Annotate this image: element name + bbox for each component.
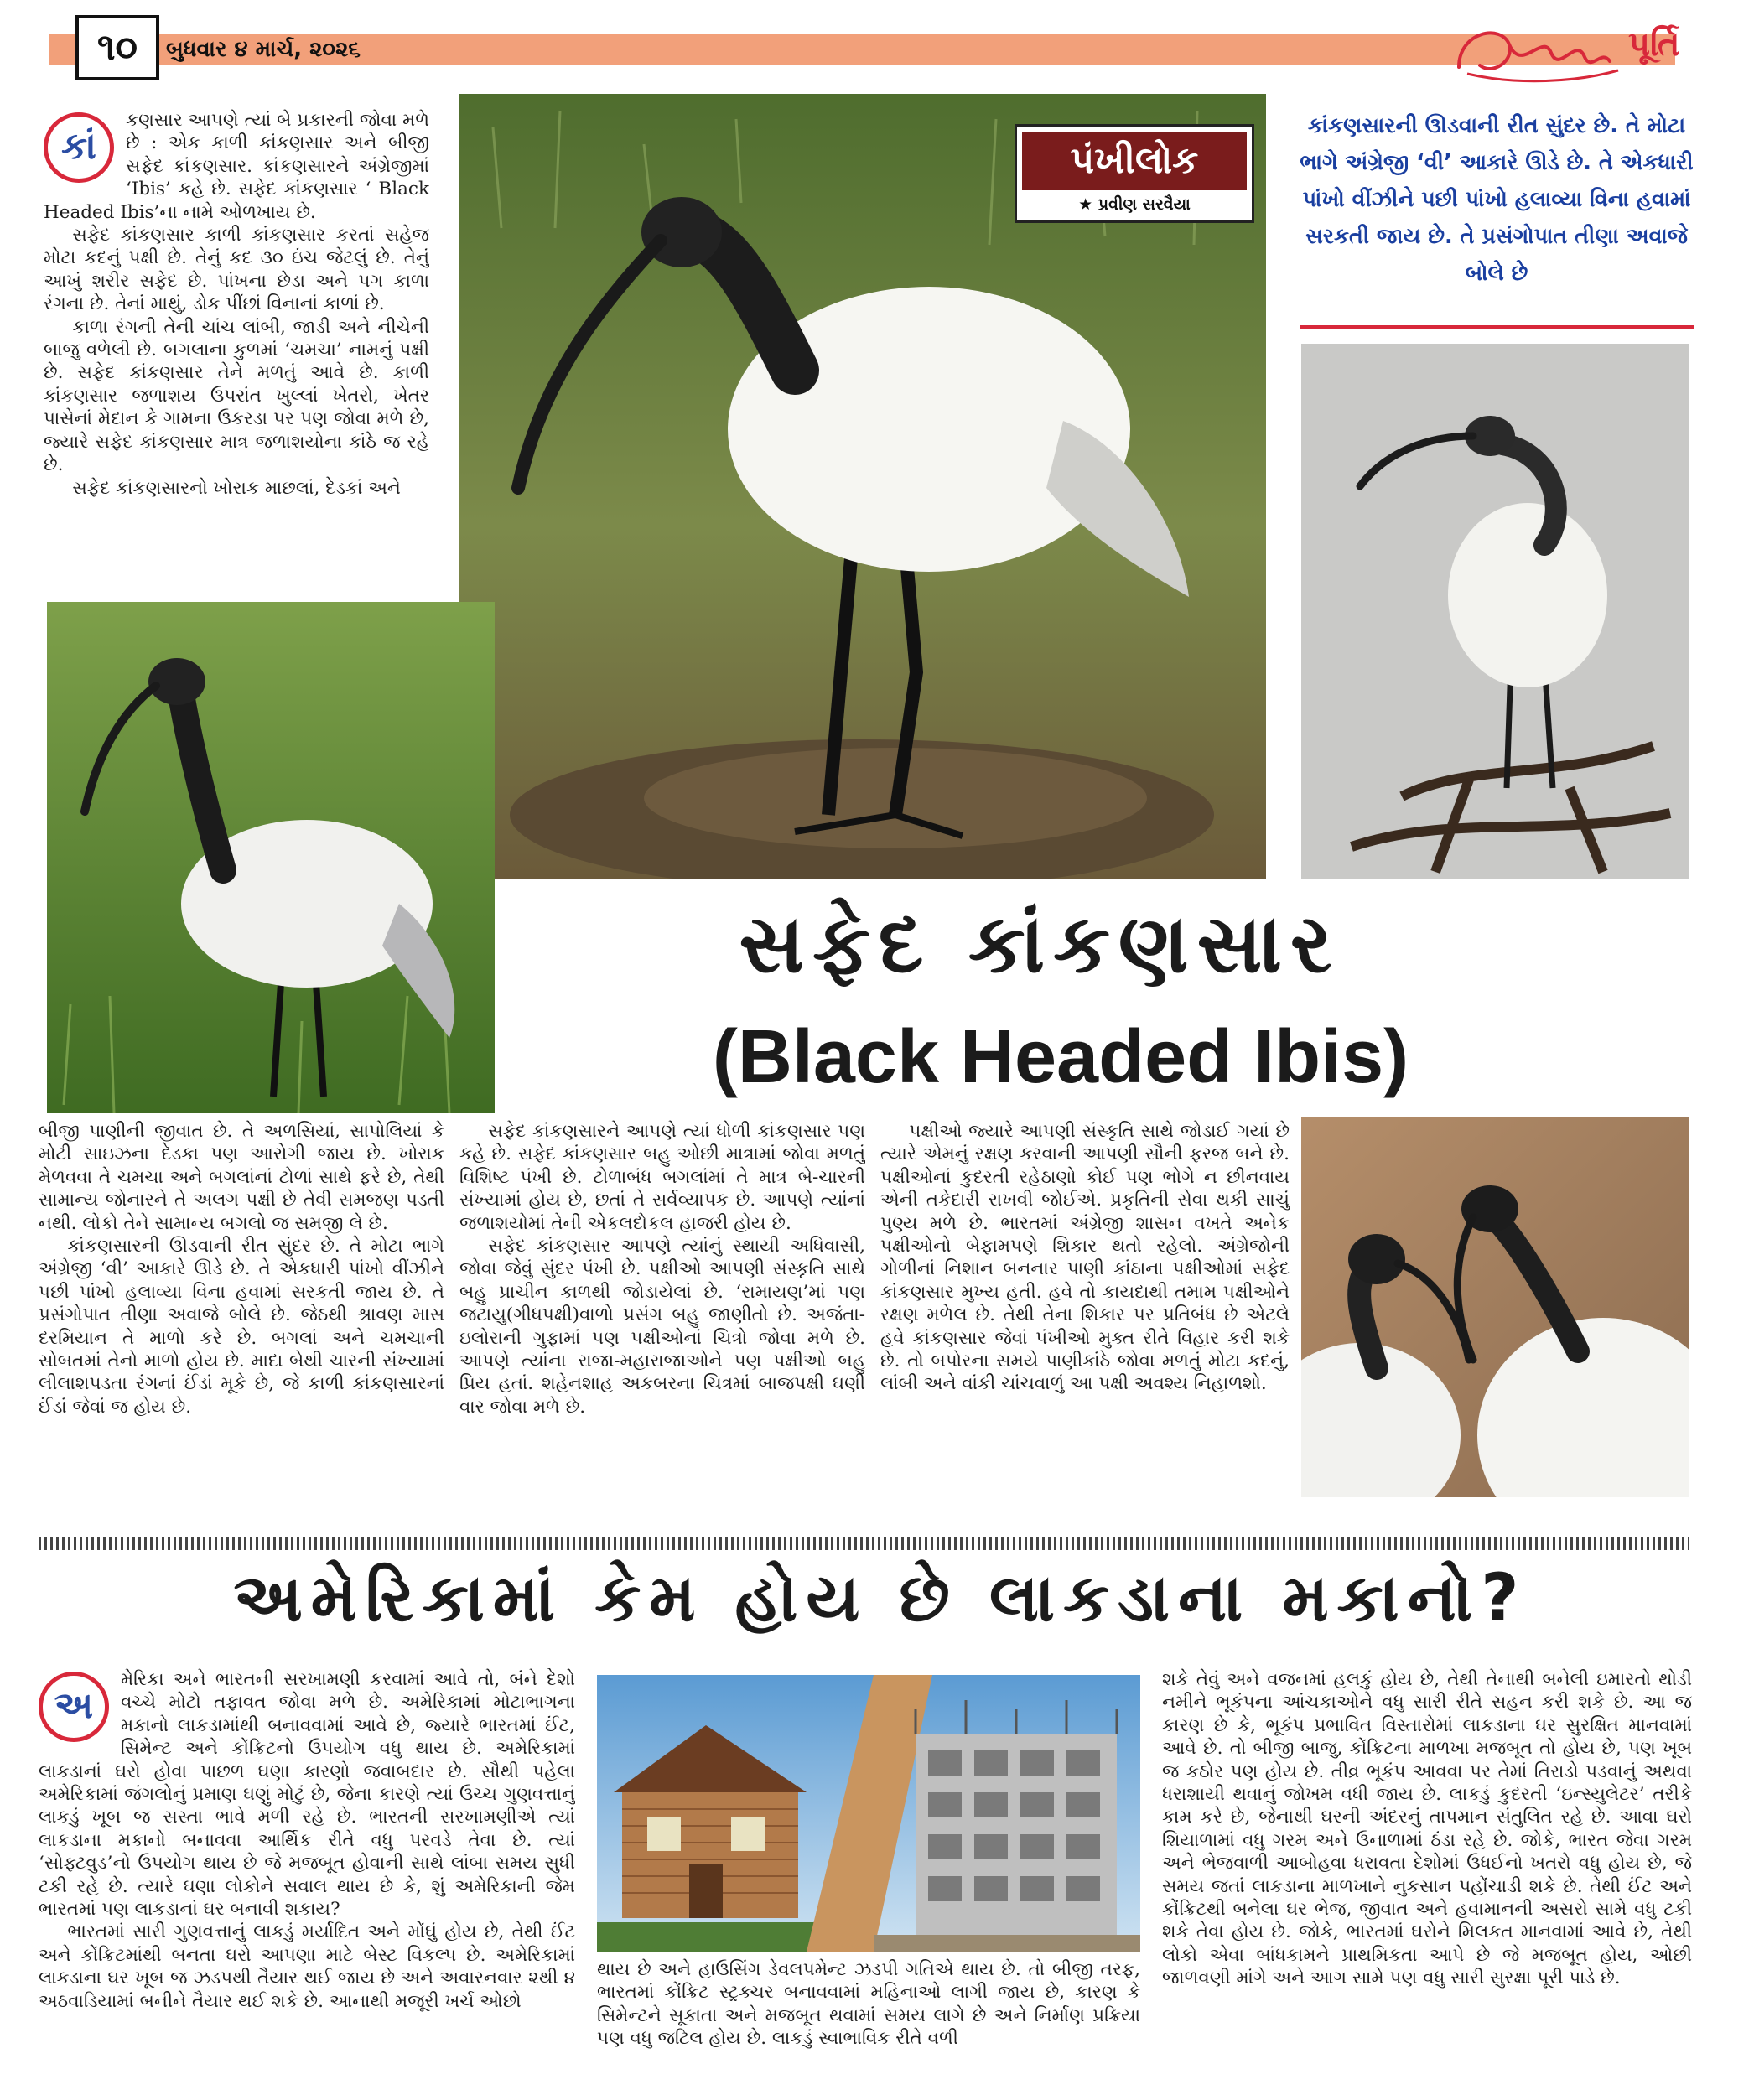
column-badge-title: પંખીલોક bbox=[1022, 132, 1247, 190]
article2-column-3 bbox=[1162, 1668, 1692, 2092]
column-badge bbox=[1015, 124, 1254, 223]
section-divider bbox=[39, 1537, 1689, 1550]
paragraph: ભારતમાં સારી ગુણવત્તાનું લાકડું મર્યાદિત અને મોંઘું હોય છે, તેથી ઈંટ અને કોંક્રિટમાંથી બનતા ઘરો આપણા માટે બેસ્ટ વિકલ્પ છે. અમેરિકામાં લાકડાના ઘર ખૂબ જ ઝડપથી તૈયાર થઈ જાય છે અને અવારનવાર ૨થી ૪ અઠવાડિયામાં બનીને તૈયાર થઈ શકે છે. આનાથી મજૂરી ખર્ચ ઓછો bbox=[39, 1921, 575, 2012]
article1-title-english: (Black Headed Ibis) bbox=[712, 1015, 1409, 1099]
paragraph: બીજી પાણીની જીવાત છે. તે અળસિયાં, સાપોલિયાં કે મોટી સાઇઝના દેડકા પણ આરોગી જાય છે. ખોરાક મેળવવા તે ચમચા અને બગલાંનાં ટોળાં સાથે ફરે છે, તેથી સામાન્ય જોનારને તે અલગ પક્ષી છે તેવી સમજણ પડતી નથી. લોકો તેને સામાન્ય બગલો જ સમજી લે છે. bbox=[39, 1121, 444, 1234]
article2-column-2 bbox=[597, 1958, 1140, 2092]
article1-title-gujarati: સફેદ કાંકણસાર bbox=[739, 897, 1341, 991]
paragraph: પક્ષીઓ જ્યારે આપણી સંસ્કૃતિ સાથે જોડાઈ ગયાં છે ત્યારે એમનું રક્ષણ કરવાની આપણી સૌની ફરજ બને છે. પક્ષીઓનાં કુદરતી રહેઠાણો કોઈ પણ ભોગે ન છીનવાય એની તકેદારી રાખવી જોઈએ. પ્રકૃતિની સેવા થકી સાચું પુણ્ય મળે છે. ભારતમાં અંગ્રેજી શાસન વખતે અનેક પક્ષીઓનો બેફામપણે શિકાર થતો રહેલો. અંગ્રેજોની ગોળીનાં નિશાન બનનાર પાણી કાંઠાના પક્ષીઓમાં સફેદ કાંકણસાર મુખ્ય હતી. હવે તો કાયદાથી તમામ પક્ષીઓને રક્ષણ મળેલ છે. તેથી તેના શિકાર પર પ્રતિબંધ છે એટલે હવે કાંકણસાર જેવાં પંખીઓ મુક્ત રીતે વિહાર કરી શકે છે. તો બપોરના સમયે પાણીકાંઠે જોવા મળતું મોટા કદનું, લાંબી અને વાંકી ચાંચવાળું આ પક્ષી અવશ્ય નિહાળશો. bbox=[880, 1121, 1290, 1395]
article1-intro bbox=[44, 109, 429, 591]
drop-cap: કાં bbox=[44, 112, 114, 183]
supplement-name: પૂર્તિ bbox=[1628, 25, 1680, 64]
paragraph: કણસાર આપણે ત્યાં બે પ્રકારની જોવા મળે છે : એક કાળી કાંકણસાર અને બીજી સફેદ કાંકણસાર. કાંકણસારને અંગ્રેજીમાં ‘Ibis’ કહે છે. સફેદ કાંકણસાર ‘ Black Headed Ibis’ના નામે ઓળખાય છે. bbox=[44, 110, 429, 223]
paragraph: સફેદ કાંકણસારને આપણે ત્યાં ધોળી કાંકણસાર પણ કહે છે. સફેદ કાંકણસાર બહુ ઓછી માત્રામાં જોવા મળતું વિશિષ્ટ પંખી છે. ટોળાબંધ બગલાંમાં તે માત્ર બે-ચારની સંખ્યામાં હોય છે, છતાં તે સર્વવ્યાપક છે. આપણે ત્યાંનાં જળાશયોમાં તેની એકલદોકલ હાજરી હોય છે. bbox=[459, 1121, 865, 1234]
article1-column-2 bbox=[459, 1120, 865, 1514]
paragraph: સફેદ કાંકણસારનો ખોરાક માછલાં, દેડકાં અને bbox=[72, 477, 401, 499]
pull-quote: કાંકણસારની ઊડવાની રીત સુંદર છે. તે મોટા ભાગે અંગ્રેજી ‘વી’ આકારે ઊડે છે. તે એકધારી પાંખો વીંઝીને પછી પાંખો હલાવ્યા વિના હવામાં સરકતી જાય છે. તે પ્રસંગોપાત તીણા અવાજે બોલે છે bbox=[1300, 113, 1694, 286]
page-number: ૧૦ bbox=[75, 15, 159, 80]
article2-title: અમેરિકામાં કેમ હોય છે લાકડાના મકાનો? bbox=[233, 1561, 1528, 1636]
pull-quote-rule bbox=[1300, 325, 1694, 329]
paragraph: સફેદ કાંકણસાર આપણે ત્યાંનું સ્થાયી અધિવાસી, જોવા જેવું સુંદર પંખી છે. પક્ષીઓ આપણી સંસ્કૃતિ સાથે બહુ પ્રાચીન કાળથી જોડાયેલાં છે. ‘રામાયણ’માં પણ જટાયુ(ગીધપક્ષી)વાળો પ્રસંગ બહુ જાણીતો છે. અજંતા-ઇલોરાની ગુફામાં પણ પક્ષીઓનાં ચિત્રો જોવા મળે છે. આપણે ત્યાંના રાજા-મહારાજાઓને પણ પક્ષીઓ બહુ પ્રિય હતાં. શહેનશાહ અકબરના ચિત્રમાં બાજપક્ષી ઘણી વાર જોવા મળે છે. bbox=[459, 1236, 865, 1418]
author-byline: ★ પ્રવીણ સરવૈયા bbox=[1078, 195, 1191, 214]
paragraph: થાય છે અને હાઉસિંગ ડેવલપમેન્ટ ઝડપી ગતિએ થાય છે. તો બીજી તરફ, ભારતમાં કોંક્રિટ સ્ટ્રક્ચર બનાવવામાં મહિનાઓ લાગી જાય છે, કારણ કે સિમેન્ટને સૂકાતા અને મજબૂત થવામાં સમય લાગે છે અને નિર્માણ પ્રક્રિયા પણ વધુ જટિલ હોય છે. લાકડું સ્વાભાવિક રીતે વળી bbox=[597, 1959, 1140, 2050]
paragraph: મેરિકા અને ભારતની સરખામણી કરવામાં આવે તો, બંને દેશો વચ્ચે મોટો તફાવત જોવા મળે છે. અમેરિકામાં મોટાભાગના મકાનો લાકડામાંથી બનાવવામાં આવે છે, જ્યારે ભારતમાં ઈંટ, સિમેન્ટ અને કોંક્રિટનો ઉપયોગ વધુ થાય છે. અમેરિકામાં લાકડાનાં ઘરો હોવા પાછળ ઘણા કારણો જવાબદાર છે. સૌથી પહેલા અમેરિકામાં જંગલોનું પ્રમાણ ઘણું મોટું છે, જેના કારણે ત્યાં ઉચ્ચ ગુણવત્તાનું લાકડું ખૂબ જ સસ્તા ભાવે મળી રહે છે. ભારતની સરખામણીએ ત્યાં લાકડાના મકાનો બનાવવા આર્થિક રીતે વધુ પરવડે તેવા છે. ત્યાં ‘સોફ્ટવુડ’નો ઉપયોગ થાય છે જે મજબૂત હોવાની સાથે લાંબા સમય સુધી ટકી રહે છે. ત્યારે ઘણા લોકોને સવાલ થાય છે કે, શું અમેરિકાની જેમ ભારતમાં પણ લાકડાનાં ઘર બનાવી શકાય? bbox=[39, 1669, 575, 1921]
paragraph: શકે તેવું અને વજનમાં હલકું હોય છે, તેથી તેનાથી બનેલી ઇમારતો થોડી નમીને ભૂકંપના આંચકાઓને વધુ સારી રીતે સહન કરી શકે છે. આ જ કારણ છે કે, ભૂકંપ પ્રભાવિત વિસ્તારોમાં લાકડાના ઘર સુરક્ષિત માનવામાં આવે છે. તો બીજી બાજુ, કોંક્રિટના માળખા મજબૂત તો હોય છે, પણ ખૂબ જ કઠોર પણ હોય છે. તીવ્ર ભૂકંપ આવવા પર તેમાં તિરાડો પડવાનું અથવા ધરાશાયી થવાનું જોખમ વધી જાય છે. લાકડું કુદરતી ‘ઇન્સ્યુલેટર’ તરીકે કામ કરે છે, જેનાથી ઘરની અંદરનું તાપમાન સંતુલિત રહે છે. આવા ઘરો શિયાળામાં વધુ ગરમ અને ઉનાળામાં ઠંડા રહે છે. જોકે, ભારત જેવા ગરમ અને ભેજવાળી આબોહવા ધરાવતા દેશોમાં ઉધઈનો ખતરો વધુ હોય છે, જે સમય જતાં લાકડાના માળખાને નુકસાન પહોંચાડી શકે છે. તેથી ઈંટ અને કોંક્રિટથી બનેલા ઘર ભેજ, જીવાત અને હવામાનની અસરો સામે વધુ ટકી શકે તેવા હોય છે. જોકે, ભારતમાં ઘરોને મિલકત માનવામાં આવે છે, તેથી લોકો એવા બાંધકામને પ્રાથમિકતા આપે છે જે મજબૂત હોય, ઓછી જાળવણી માંગે અને આગ સામે પણ વધુ સારી સુરક્ષા પૂરી પાડે છે. bbox=[1162, 1669, 1692, 1989]
article1-column-3 bbox=[880, 1120, 1290, 1514]
issue-date: બુધવાર ૪ માર્ચ, ૨૦૨૬ bbox=[166, 37, 361, 62]
paragraph: કાંકણસારની ઊડવાની રીત સુંદર છે. તે મોટા ભાગે અંગ્રેજી ‘વી’ આકારે ઊડે છે. તે એકધારી પાંખો વીંઝીને પછી પાંખો હલાવ્યા વિના હવામાં સરકતી જાય છે. તે પ્રસંગોપાત તીણા અવાજે બોલે છે. જેઠથી શ્રાવણ માસ દરમિયાન તે માળો કરે છે. બગલાં અને ચમચાની સોબતમાં તેનો માળો હોય છે. માદા બેથી ચારની સંખ્યામાં લીલાશપડતા રંગનાં ઈંડાં મૂકે છે, જે કાળી કાંકણસારનાં ઈંડાં જેવાં જ હોય છે. bbox=[39, 1236, 444, 1418]
drop-cap: અ bbox=[39, 1672, 109, 1742]
ibis-grass-photo bbox=[47, 602, 495, 1113]
article1-column-1 bbox=[39, 1120, 444, 1514]
ibis-pair-photo bbox=[1301, 1117, 1689, 1497]
article2-column-1 bbox=[39, 1668, 575, 2092]
newspaper-script-logo bbox=[1442, 15, 1719, 91]
paragraph: સફેદ કાંકણસાર કાળી કાંકણસાર કરતાં સહેજ મોટા કદનું પક્ષી છે. તેનું કદ ૩૦ ઇંચ જેટલું છે. તેનું આખું શરીર સફેદ છે. પાંખના છેડા અને પગ કાળા રંગના છે. તેનાં માથું, ડોક પીંછાં વિનાનાં કાળાં છે. bbox=[44, 225, 429, 315]
paragraph: કાળા રંગની તેની ચાંચ લાંબી, જાડી અને નીચેની બાજુ વળેલી છે. બગલાના કુળમાં ‘ચમચા’ નામનું પક્ષી છે. સફેદ કાંકણસાર તેને મળતું આવે છે. કાળી કાંકણસાર જળાશય ઉપરાંત ખુલ્લાં ખેતરો, ખેતર પાસેનાં મેદાન કે ગામના ઉકરડા પર પણ જોવા મળે છે, જ્યારે સફેદ કાંકણસાર માત્ર જળાશયોના કાંઠે જ રહે છે. bbox=[44, 316, 429, 476]
ibis-branch-photo bbox=[1301, 344, 1689, 879]
houses-photo bbox=[597, 1675, 1140, 1952]
